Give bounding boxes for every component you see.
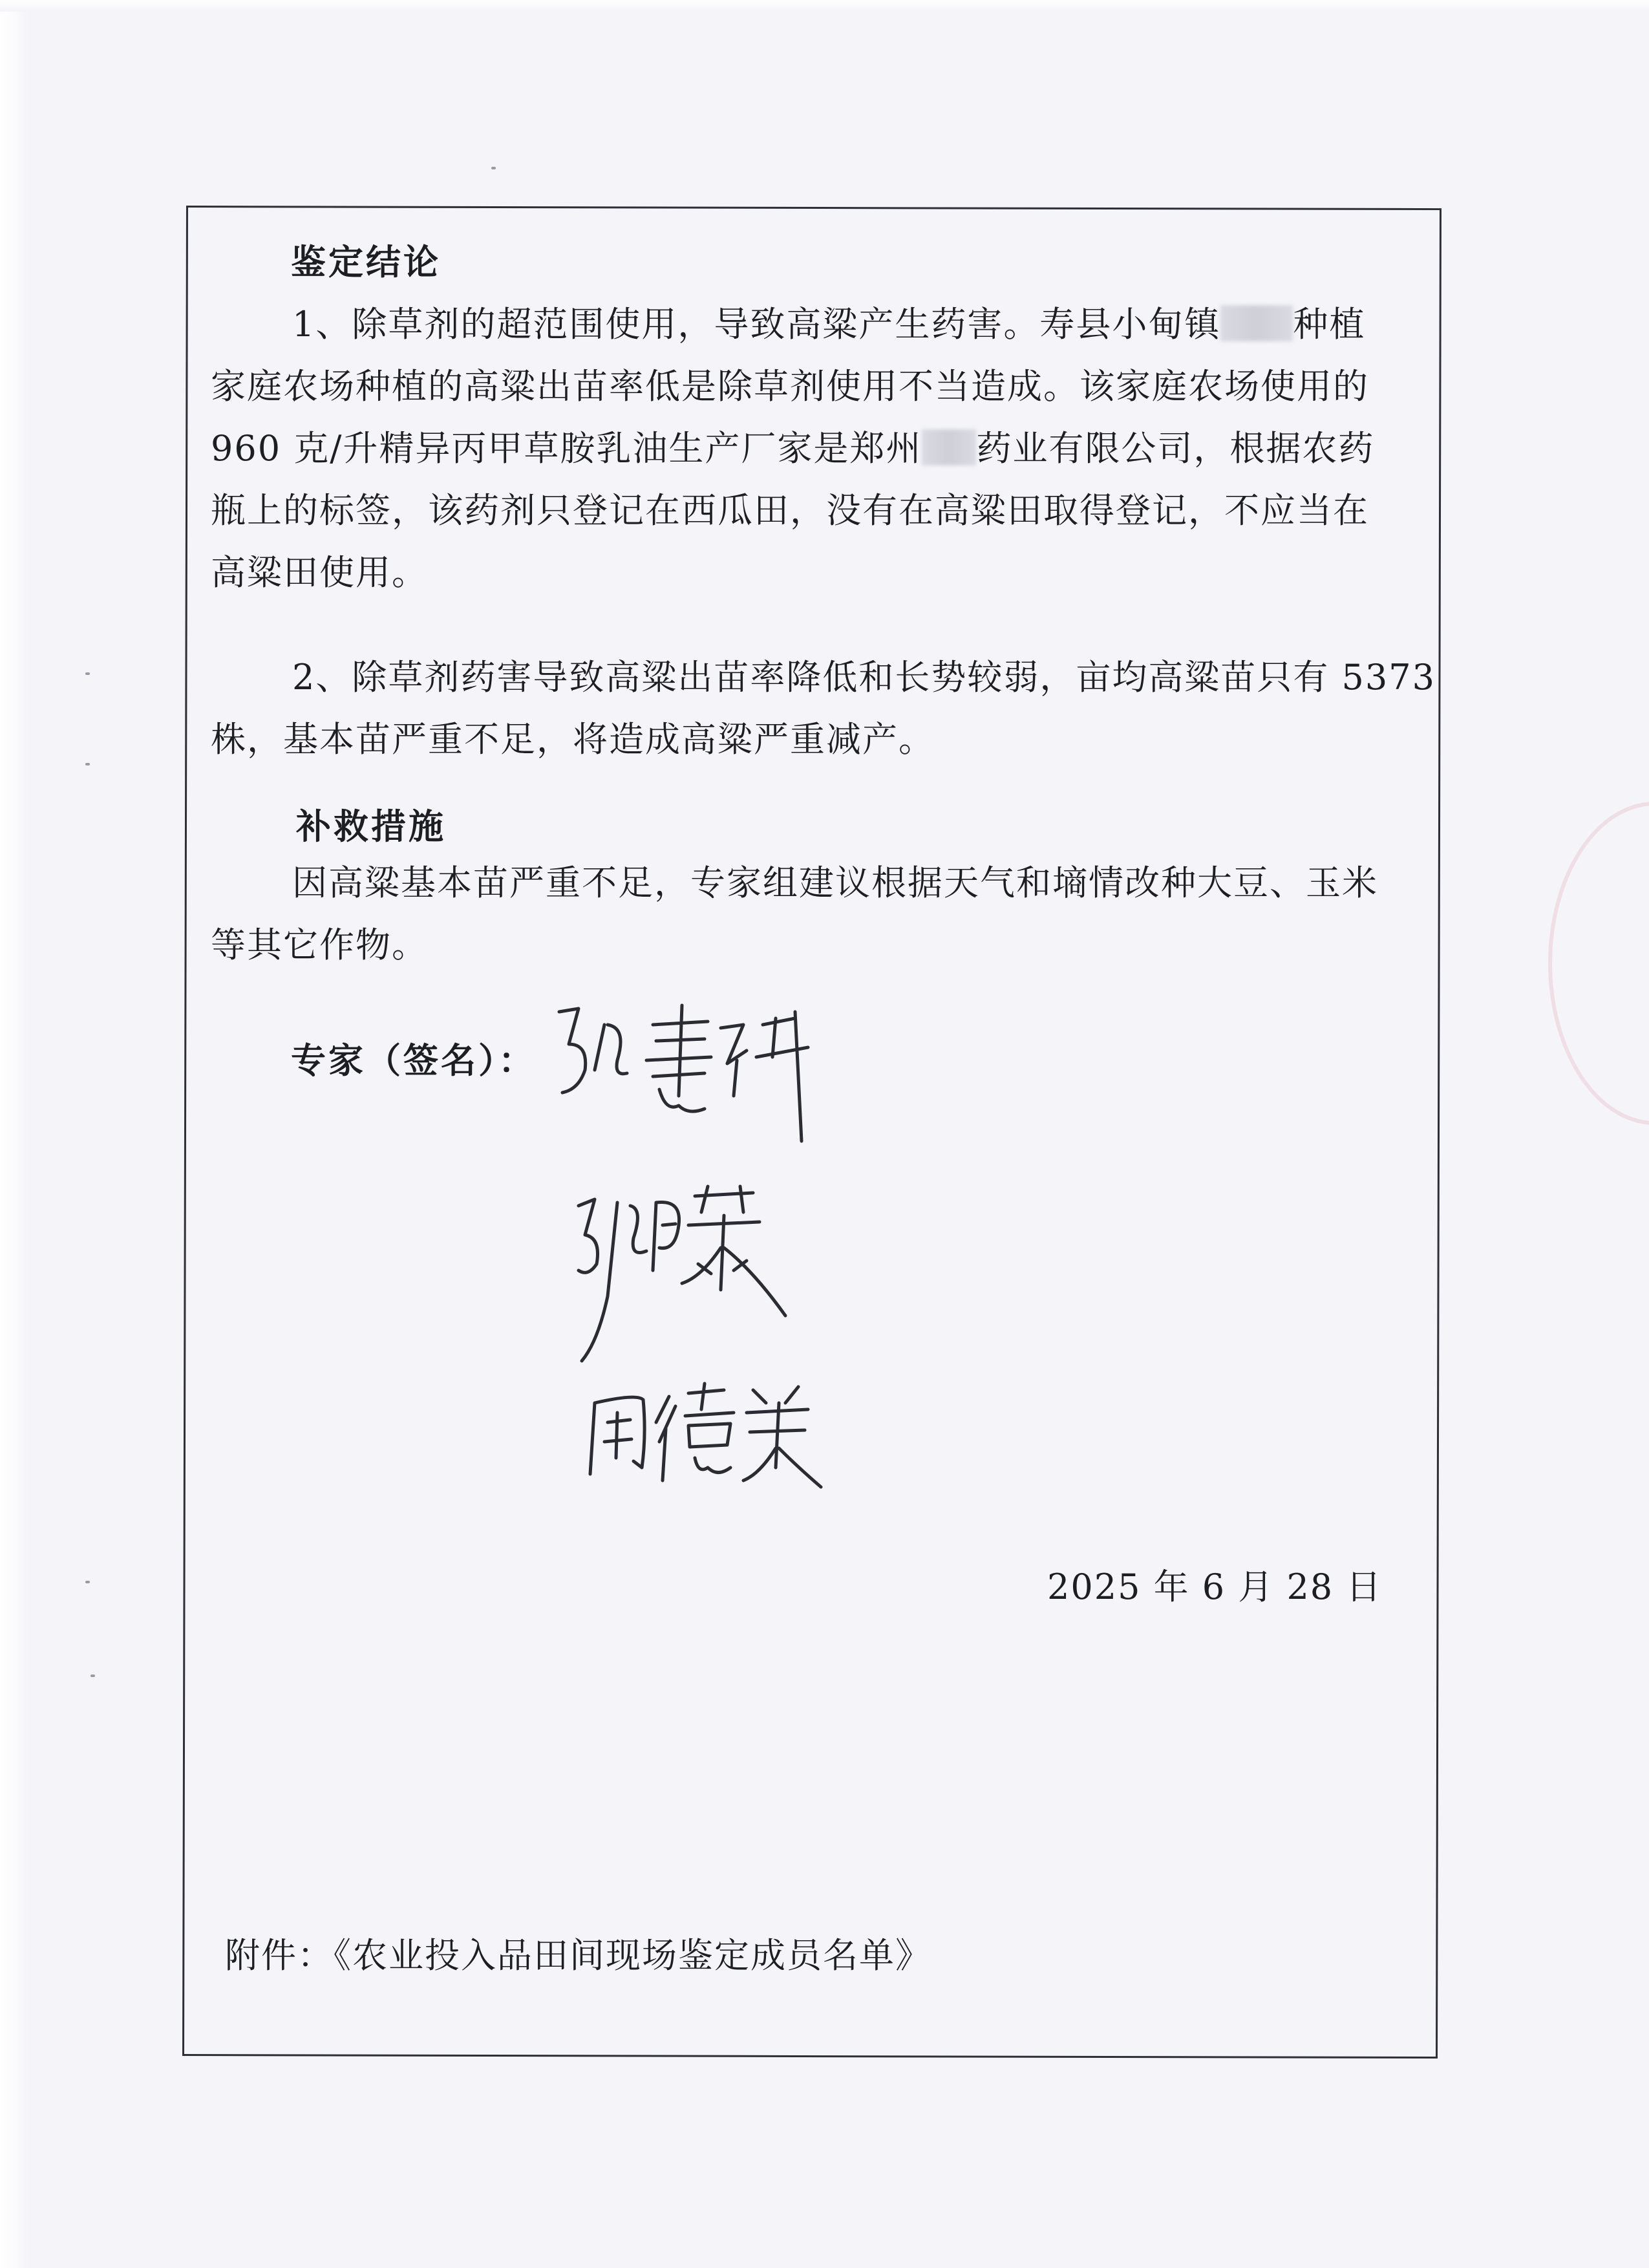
scan-top-edge xyxy=(0,0,1649,12)
expert-signature-3 xyxy=(585,1377,831,1493)
conclusion-1-line-4: 瓶上的标签，该药剂只登记在西瓜田，没有在高粱田取得登记，不应当在 xyxy=(211,490,1369,531)
signature-label: 专家（签名）： xyxy=(291,1040,536,1081)
remedy-line-2: 等其它作物。 xyxy=(211,925,428,965)
conclusion-1-line-1: 1、除草剂的超范围使用，导致高粱产生药害。寿县小甸镇 种植 xyxy=(292,304,1366,345)
scan-speck xyxy=(85,672,90,675)
redacted-village-name xyxy=(1220,305,1293,341)
conclusion-1-line-5: 高粱田使用。 xyxy=(211,552,428,593)
scan-speck xyxy=(90,1674,95,1677)
remedy-heading: 补救措施 xyxy=(296,806,446,847)
conclusion-1-line-2: 家庭农场种植的高粱出苗率低是除草剂使用不当造成。该家庭农场使用的 xyxy=(211,366,1369,407)
scan-speck xyxy=(85,763,90,765)
scan-speck xyxy=(85,1581,90,1583)
scan-left-edge xyxy=(0,0,31,2268)
conclusion-2-line-2: 株，基本苗严重不足，将造成高粱严重减产。 xyxy=(211,719,935,760)
conclusion-heading: 鉴定结论 xyxy=(291,241,441,283)
remedy-line-1: 因高粱基本苗严重不足，专家组建议根据天气和墒情改种大豆、玉米 xyxy=(292,862,1378,903)
scan-speck xyxy=(491,167,496,169)
expert-signature-2 xyxy=(572,1186,792,1367)
expert-signature-1 xyxy=(549,999,853,1154)
conclusion-2-line-1: 2、除草剂药害导致高粱出苗率降低和长势较弱，亩均高粱苗只有 5373 xyxy=(292,657,1436,698)
document-date: 2025 年 6 月 28 日 xyxy=(1047,1567,1383,1607)
conclusion-1-line-3: 960 克/升精异丙甲草胺乳油生产厂家是郑州 药业有限公司，根据农药 xyxy=(211,428,1375,469)
redacted-company-name xyxy=(922,429,976,465)
attachment-note: 附件：《农业投入品田间现场鉴定成员名单》 xyxy=(225,1935,931,1976)
